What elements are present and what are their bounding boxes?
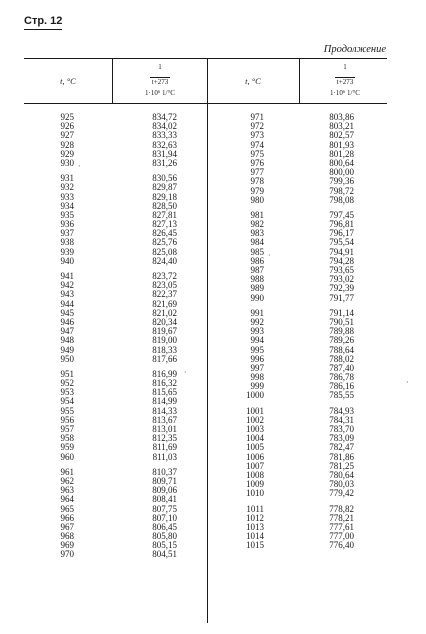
temperature-cell: 1000 (246, 390, 264, 401)
value-cell: 824,40 (152, 255, 177, 266)
temperature-cell: 1002 (246, 414, 264, 425)
temperature-cell: 947 (60, 326, 74, 337)
temperature-cell: 948 (60, 335, 74, 346)
temperature-cell: 997 (250, 362, 264, 373)
value-cell: 828,50 (152, 200, 177, 211)
value-cell: 778,82 (329, 503, 354, 514)
value-cell: 814,33 (152, 405, 177, 416)
value-cell: 792,39 (329, 283, 354, 294)
temperature-cell: 945 (60, 307, 74, 318)
value-cell: 791,14 (329, 307, 354, 318)
value-cell: 820,34 (152, 316, 177, 327)
temperature-cell: 975 (250, 148, 264, 159)
left-t-column (44, 113, 74, 560)
temperature-cell: 984 (250, 237, 264, 248)
temperature-cell: 958 (60, 433, 74, 444)
temperature-cell: 927 (60, 130, 74, 141)
value-cell: 801,28 (329, 148, 354, 159)
temperature-cell: 1005 (246, 442, 264, 453)
value-cell: 819,00 (152, 335, 177, 346)
right-value-column (304, 113, 354, 550)
value-cell: 803,21 (329, 121, 354, 132)
temperature-cell: 933 (60, 191, 74, 202)
value-cell: 813,67 (152, 414, 177, 425)
temperature-cell: 980 (250, 194, 264, 205)
temperature-cell: 989 (250, 283, 264, 294)
temperature-cell: 979 (250, 185, 264, 196)
temperature-cell: 961 (60, 466, 74, 477)
value-cell: 831,94 (152, 148, 177, 159)
value-cell: 805,80 (152, 531, 177, 542)
temperature-cell: 1008 (246, 469, 264, 480)
value-cell: 800,64 (329, 157, 354, 168)
value-cell: 776,40 (329, 540, 354, 551)
value-cell: 829,18 (152, 191, 177, 202)
value-cell: 811,69 (152, 442, 177, 453)
temperature-cell: 982 (250, 219, 264, 230)
value-cell: 812,35 (152, 433, 177, 444)
temperature-cell: 968 (60, 531, 74, 542)
value-cell: 796,81 (329, 219, 354, 230)
temperature-cell: 986 (250, 255, 264, 266)
temperature-cell: 1009 (246, 479, 264, 490)
value-cell: 831,26 (152, 157, 177, 168)
value-cell: 814,99 (152, 396, 177, 407)
value-cell: 789,26 (329, 335, 354, 346)
temperature-cell: 941 (60, 271, 74, 281)
temperature-cell: 1001 (246, 405, 264, 416)
temperature-cell: 996 (250, 353, 264, 364)
temperature-cell: 953 (60, 387, 74, 398)
value-cell: 791,77 (329, 292, 354, 303)
temperature-cell: 939 (60, 246, 74, 257)
table-top-rule (24, 58, 387, 59)
value-cell: 782,47 (329, 442, 354, 453)
temperature-cell: 992 (250, 316, 264, 327)
temperature-cell: 928 (60, 139, 74, 150)
page-number: Стр. 12 (24, 15, 62, 30)
temperature-cell: 1007 (246, 460, 264, 471)
value-cell: 800,00 (329, 167, 354, 178)
value-cell: 801,93 (329, 139, 354, 150)
temperature-cell: 983 (250, 228, 264, 239)
temperature-cell: 964 (60, 494, 74, 505)
scan-mark: · (406, 378, 409, 387)
temperature-cell: 985 (250, 246, 264, 257)
temperature-cell: 932 (60, 182, 74, 193)
temperature-cell: 929 (60, 148, 74, 159)
fraction-numerator: 1 (158, 63, 162, 71)
value-cell: 786,78 (329, 372, 354, 383)
value-cell: 798,08 (329, 194, 354, 205)
value-cell: 833,33 (152, 130, 177, 141)
value-cell: 783,70 (329, 424, 354, 434)
temperature-cell: 957 (60, 424, 74, 434)
temperature-cell: 956 (60, 414, 74, 425)
value-cell: 807,10 (152, 512, 177, 523)
value-cell: 823,05 (152, 280, 177, 291)
temperature-cell: 962 (60, 475, 74, 486)
value-cell: 815,65 (152, 387, 177, 398)
value-cell: 827,13 (152, 219, 177, 230)
value-cell: 803,86 (329, 112, 354, 122)
temperature-cell: 967 (60, 521, 74, 532)
temperature-cell: 946 (60, 316, 74, 327)
value-cell: 788,64 (329, 344, 354, 355)
temperature-cell: 934 (60, 200, 74, 211)
temperature-cell: 969 (60, 540, 74, 551)
scan-mark: · (184, 368, 187, 377)
temperature-cell: 987 (250, 265, 264, 275)
temperature-cell: 925 (60, 112, 74, 122)
temperature-cell: 944 (60, 298, 74, 309)
value-cell: 827,81 (152, 209, 177, 220)
value-cell: 826,45 (152, 228, 177, 239)
temperature-cell: 954 (60, 396, 74, 407)
temperature-cell: 993 (250, 326, 264, 337)
value-cell: 809,06 (152, 485, 177, 496)
value-cell: 813,01 (152, 424, 177, 434)
temperature-cell: 998 (250, 372, 264, 383)
value-cell: 808,41 (152, 494, 177, 505)
temperature-cell: 970 (60, 549, 74, 560)
value-cell: 793,65 (329, 265, 354, 275)
value-cell: 802,57 (329, 130, 354, 141)
value-cell: 832,63 (152, 139, 177, 150)
temperature-cell: 981 (250, 209, 264, 220)
temperature-cell: 1004 (246, 433, 264, 444)
temperature-cell: 940 (60, 255, 74, 266)
value-cell: 821,69 (152, 298, 177, 309)
continuation-label: Продолжение (323, 44, 386, 55)
value-cell: 816,32 (152, 378, 177, 389)
temperature-cell: 952 (60, 378, 74, 389)
value-cell: 830,56 (152, 173, 177, 184)
value-cell: 784,31 (329, 414, 354, 425)
value-cell: 780,03 (329, 479, 354, 490)
temperature-cell: 971 (250, 112, 264, 122)
value-cell: 818,33 (152, 344, 177, 355)
value-cell: 780,64 (329, 469, 354, 480)
temperature-cell: 938 (60, 237, 74, 248)
value-cell: 789,88 (329, 326, 354, 337)
value-cell: 788,02 (329, 353, 354, 364)
fraction-denominator: t+273 (151, 78, 169, 86)
fraction-unit: 1·10⁶ 1/°C (330, 89, 360, 97)
table-header-rule (24, 103, 387, 104)
temperature-cell: 1014 (246, 531, 264, 542)
value-cell: 777,61 (329, 521, 354, 532)
temperature-cell: 935 (60, 209, 74, 220)
fraction-numerator: 1 (343, 63, 347, 71)
temperature-cell: 937 (60, 228, 74, 239)
temperature-cell: 965 (60, 503, 74, 514)
right-t-column (228, 113, 264, 550)
value-cell: 834,72 (152, 112, 177, 122)
value-cell: 799,36 (329, 176, 354, 187)
temperature-cell: 950 (60, 353, 74, 364)
header-t-right: t, °C (245, 76, 261, 86)
value-cell: 810,37 (152, 466, 177, 477)
temperature-cell: 999 (250, 381, 264, 392)
value-cell: 779,42 (329, 488, 354, 499)
value-cell: 785,55 (329, 390, 354, 401)
temperature-cell: 1006 (246, 451, 264, 462)
temperature-cell: 990 (250, 292, 264, 303)
value-cell: 821,02 (152, 307, 177, 318)
value-cell: 781,25 (329, 460, 354, 471)
header-fraction-right (300, 63, 390, 97)
value-cell: 778,21 (329, 512, 354, 523)
header-t-left: t, °C (60, 76, 76, 86)
value-cell: 790,51 (329, 316, 354, 327)
temperature-cell: 960 (60, 451, 74, 462)
value-cell: 809,71 (152, 475, 177, 486)
scan-mark: · (78, 162, 81, 171)
temperature-cell: 973 (250, 130, 264, 141)
temperature-cell: 976 (250, 157, 264, 168)
temperature-cell: 930 (60, 157, 74, 168)
temperature-cell: 951 (60, 368, 74, 379)
temperature-cell: 1010 (246, 488, 264, 499)
temperature-cell: 966 (60, 512, 74, 523)
temperature-cell: 942 (60, 280, 74, 291)
value-cell: 797,45 (329, 209, 354, 220)
temperature-cell: 963 (60, 485, 74, 496)
value-cell: 795,54 (329, 237, 354, 248)
value-cell: 793,02 (329, 274, 354, 285)
value-cell: 834,02 (152, 121, 177, 132)
value-cell: 783,09 (329, 433, 354, 444)
value-cell: 777,00 (329, 531, 354, 542)
temperature-cell: 1015 (246, 540, 264, 551)
value-cell: 822,37 (152, 289, 177, 300)
column-divider (207, 58, 208, 623)
value-cell: 787,40 (329, 362, 354, 373)
temperature-cell: 959 (60, 442, 74, 453)
value-cell: 829,87 (152, 182, 177, 193)
temperature-cell: 974 (250, 139, 264, 150)
value-cell: 794,91 (329, 246, 354, 257)
temperature-cell: 1003 (246, 424, 264, 434)
value-cell: 807,75 (152, 503, 177, 514)
value-cell: 825,76 (152, 237, 177, 248)
value-cell: 811,03 (152, 451, 177, 462)
temperature-cell: 1011 (246, 503, 264, 514)
value-cell: 806,45 (152, 521, 177, 532)
value-cell: 825,08 (152, 246, 177, 257)
temperature-cell: 955 (60, 405, 74, 416)
value-cell: 794,28 (329, 255, 354, 266)
value-cell: 798,72 (329, 185, 354, 196)
value-cell: 784,93 (329, 405, 354, 416)
value-cell: 805,15 (152, 540, 177, 551)
temperature-cell: 977 (250, 167, 264, 178)
temperature-cell: 972 (250, 121, 264, 132)
value-cell: 786,16 (329, 381, 354, 392)
temperature-cell: 978 (250, 176, 264, 187)
value-cell: 817,66 (152, 353, 177, 364)
temperature-cell: 949 (60, 344, 74, 355)
left-value-column (127, 113, 177, 560)
temperature-cell: 931 (60, 173, 74, 184)
temperature-cell: 926 (60, 121, 74, 132)
value-cell: 796,17 (329, 228, 354, 239)
value-cell: 816,99 (152, 368, 177, 379)
value-cell: 823,72 (152, 271, 177, 281)
temperature-cell: 991 (250, 307, 264, 318)
temperature-cell: 995 (250, 344, 264, 355)
fraction-unit: 1·10⁶ 1/°C (145, 89, 175, 97)
temperature-cell: 1012 (246, 512, 264, 523)
temperature-cell: 994 (250, 335, 264, 346)
temperature-cell: 943 (60, 289, 74, 300)
temperature-cell: 1013 (246, 521, 264, 532)
fraction-denominator: t+273 (336, 78, 354, 86)
value-cell: 781,86 (329, 451, 354, 462)
header-fraction-left (113, 63, 207, 97)
scan-mark: · (268, 251, 271, 260)
temperature-cell: 936 (60, 219, 74, 230)
value-cell: 819,67 (152, 326, 177, 337)
value-cell: 804,51 (152, 549, 177, 560)
temperature-cell: 988 (250, 274, 264, 285)
